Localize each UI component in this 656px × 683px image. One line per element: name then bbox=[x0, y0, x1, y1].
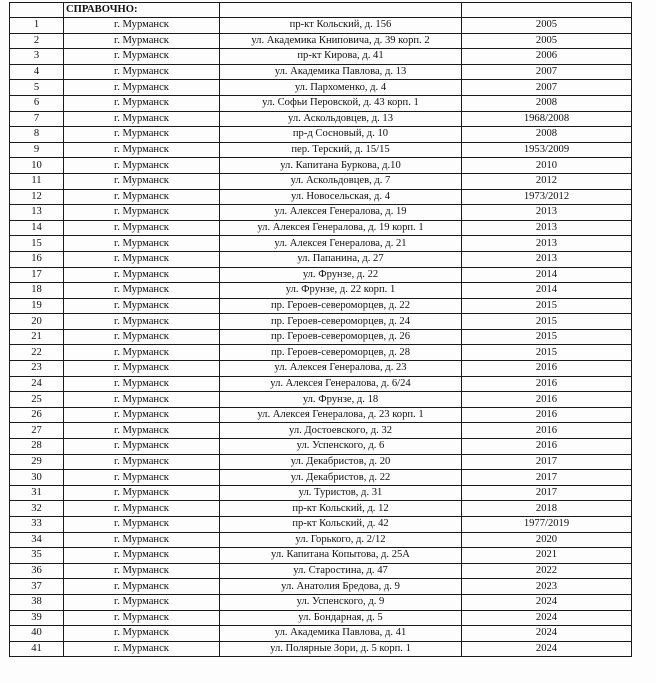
city-cell: г. Мурманск bbox=[64, 579, 220, 595]
row-number: 4 bbox=[10, 64, 64, 80]
city-cell: г. Мурманск bbox=[64, 49, 220, 65]
city-cell: г. Мурманск bbox=[64, 127, 220, 143]
row-number: 26 bbox=[10, 407, 64, 423]
city-cell: г. Мурманск bbox=[64, 173, 220, 189]
row-number: 2 bbox=[10, 33, 64, 49]
row-number: 10 bbox=[10, 158, 64, 174]
year-cell: 2016 bbox=[462, 407, 632, 423]
table-row bbox=[10, 298, 632, 314]
city-cell: г. Мурманск bbox=[64, 283, 220, 299]
city-cell: г. Мурманск bbox=[64, 626, 220, 642]
row-number: 22 bbox=[10, 345, 64, 361]
year-cell: 2014 bbox=[462, 283, 632, 299]
table-row bbox=[10, 127, 632, 143]
building-registry-table bbox=[9, 2, 632, 657]
year-cell: 2016 bbox=[462, 423, 632, 439]
table-row bbox=[10, 329, 632, 345]
row-number: 24 bbox=[10, 376, 64, 392]
address-cell: ул. Софьи Перовской, д. 43 корп. 1 bbox=[220, 95, 462, 111]
year-cell: 2013 bbox=[462, 236, 632, 252]
table-row bbox=[10, 470, 632, 486]
row-number: 33 bbox=[10, 517, 64, 533]
year-cell: 2007 bbox=[462, 64, 632, 80]
year-cell: 2006 bbox=[462, 49, 632, 65]
address-cell: пр. Героев-североморцев, д. 26 bbox=[220, 329, 462, 345]
year-cell: 2015 bbox=[462, 345, 632, 361]
address-cell: ул. Капитана Буркова, д.10 bbox=[220, 158, 462, 174]
city-cell: г. Мурманск bbox=[64, 95, 220, 111]
city-cell: г. Мурманск bbox=[64, 158, 220, 174]
table-row bbox=[10, 314, 632, 330]
address-cell: ул. Старостина, д. 47 bbox=[220, 563, 462, 579]
year-cell: 1977/2019 bbox=[462, 517, 632, 533]
row-number: 36 bbox=[10, 563, 64, 579]
row-number: 3 bbox=[10, 49, 64, 65]
address-cell: ул. Алексея Генералова, д. 21 bbox=[220, 236, 462, 252]
address-cell: ул. Фрунзе, д. 18 bbox=[220, 392, 462, 408]
address-cell: ул. Фрунзе, д. 22 корп. 1 bbox=[220, 283, 462, 299]
row-number: 39 bbox=[10, 610, 64, 626]
address-cell: ул. Аскольдовцев, д. 13 bbox=[220, 111, 462, 127]
table-row bbox=[10, 283, 632, 299]
city-cell: г. Мурманск bbox=[64, 220, 220, 236]
row-number: 18 bbox=[10, 283, 64, 299]
row-number: 11 bbox=[10, 173, 64, 189]
row-number: 25 bbox=[10, 392, 64, 408]
year-cell: 2018 bbox=[462, 501, 632, 517]
address-cell: ул. Декабристов, д. 20 bbox=[220, 454, 462, 470]
address-cell: ул. Бондарная, д. 5 bbox=[220, 610, 462, 626]
city-cell: г. Мурманск bbox=[64, 501, 220, 517]
address-cell: пер. Терский, д. 15/15 bbox=[220, 142, 462, 158]
year-cell: 2023 bbox=[462, 579, 632, 595]
address-cell: пр-д Сосновый, д. 10 bbox=[220, 127, 462, 143]
table-row bbox=[10, 485, 632, 501]
table-row bbox=[10, 142, 632, 158]
row-number: 13 bbox=[10, 205, 64, 221]
year-cell: 2005 bbox=[462, 33, 632, 49]
table-row bbox=[10, 454, 632, 470]
year-cell: 2016 bbox=[462, 376, 632, 392]
row-number: 31 bbox=[10, 485, 64, 501]
table-body bbox=[10, 3, 632, 657]
table-row bbox=[10, 579, 632, 595]
city-cell: г. Мурманск bbox=[64, 610, 220, 626]
city-cell: г. Мурманск bbox=[64, 298, 220, 314]
city-cell: г. Мурманск bbox=[64, 251, 220, 267]
year-cell: 2024 bbox=[462, 594, 632, 610]
table-row bbox=[10, 95, 632, 111]
year-cell: 2017 bbox=[462, 470, 632, 486]
address-cell: ул. Успенского, д. 9 bbox=[220, 594, 462, 610]
year-cell: 2007 bbox=[462, 80, 632, 96]
address-cell: ул. Анатолия Бредова, д. 9 bbox=[220, 579, 462, 595]
table-row bbox=[10, 532, 632, 548]
row-number: 27 bbox=[10, 423, 64, 439]
table-row bbox=[10, 626, 632, 642]
table-row bbox=[10, 501, 632, 517]
table-row bbox=[10, 220, 632, 236]
address-cell: ул. Алексея Генералова, д. 23 корп. 1 bbox=[220, 407, 462, 423]
year-cell: 1968/2008 bbox=[462, 111, 632, 127]
year-cell: 2015 bbox=[462, 314, 632, 330]
address-cell: ул. Туристов, д. 31 bbox=[220, 485, 462, 501]
row-number: 7 bbox=[10, 111, 64, 127]
address-cell: ул. Алексея Генералова, д. 6/24 bbox=[220, 376, 462, 392]
row-number: 15 bbox=[10, 236, 64, 252]
year-cell: 2024 bbox=[462, 610, 632, 626]
city-cell: г. Мурманск bbox=[64, 345, 220, 361]
table-row bbox=[10, 173, 632, 189]
row-number: 32 bbox=[10, 501, 64, 517]
year-cell: 2017 bbox=[462, 485, 632, 501]
row-number: 17 bbox=[10, 267, 64, 283]
address-cell: ул. Капитана Копытова, д. 25А bbox=[220, 548, 462, 564]
city-cell: г. Мурманск bbox=[64, 189, 220, 205]
table-row bbox=[10, 610, 632, 626]
row-number: 38 bbox=[10, 594, 64, 610]
header-cell-empty bbox=[220, 3, 462, 18]
city-cell: г. Мурманск bbox=[64, 33, 220, 49]
table-header-row bbox=[10, 3, 632, 18]
table-row bbox=[10, 251, 632, 267]
row-number: 14 bbox=[10, 220, 64, 236]
table-row bbox=[10, 80, 632, 96]
table-row bbox=[10, 33, 632, 49]
city-cell: г. Мурманск bbox=[64, 470, 220, 486]
address-cell: ул. Фрунзе, д. 22 bbox=[220, 267, 462, 283]
row-number: 37 bbox=[10, 579, 64, 595]
year-cell: 2012 bbox=[462, 173, 632, 189]
address-cell: ул. Декабристов, д. 22 bbox=[220, 470, 462, 486]
year-cell: 2013 bbox=[462, 205, 632, 221]
table-row bbox=[10, 392, 632, 408]
table-row bbox=[10, 236, 632, 252]
year-cell: 2016 bbox=[462, 361, 632, 377]
row-number: 20 bbox=[10, 314, 64, 330]
city-cell: г. Мурманск bbox=[64, 641, 220, 657]
city-cell: г. Мурманск bbox=[64, 454, 220, 470]
table-row bbox=[10, 407, 632, 423]
row-number: 9 bbox=[10, 142, 64, 158]
table-row bbox=[10, 205, 632, 221]
year-cell: 1973/2012 bbox=[462, 189, 632, 205]
table-row bbox=[10, 49, 632, 65]
city-cell: г. Мурманск bbox=[64, 64, 220, 80]
city-cell: г. Мурманск bbox=[64, 236, 220, 252]
table-row bbox=[10, 189, 632, 205]
address-cell: ул. Академика Павлова, д. 13 bbox=[220, 64, 462, 80]
city-cell: г. Мурманск bbox=[64, 517, 220, 533]
city-cell: г. Мурманск bbox=[64, 205, 220, 221]
year-cell: 2015 bbox=[462, 298, 632, 314]
year-cell: 2008 bbox=[462, 127, 632, 143]
table-row bbox=[10, 345, 632, 361]
year-cell: 2024 bbox=[462, 641, 632, 657]
city-cell: г. Мурманск bbox=[64, 361, 220, 377]
address-cell: пр. Героев-североморцев, д. 22 bbox=[220, 298, 462, 314]
table-row bbox=[10, 64, 632, 80]
year-cell: 2008 bbox=[462, 95, 632, 111]
city-cell: г. Мурманск bbox=[64, 423, 220, 439]
address-cell: ул. Новосельская, д. 4 bbox=[220, 189, 462, 205]
table-row bbox=[10, 641, 632, 657]
address-cell: ул. Алексея Генералова, д. 19 корп. 1 bbox=[220, 220, 462, 236]
year-cell: 2015 bbox=[462, 329, 632, 345]
city-cell: г. Мурманск bbox=[64, 142, 220, 158]
row-number: 8 bbox=[10, 127, 64, 143]
year-cell: 1953/2009 bbox=[462, 142, 632, 158]
city-cell: г. Мурманск bbox=[64, 392, 220, 408]
row-number: 35 bbox=[10, 548, 64, 564]
address-cell: ул. Академика Книповича, д. 39 корп. 2 bbox=[220, 33, 462, 49]
city-cell: г. Мурманск bbox=[64, 407, 220, 423]
row-number: 41 bbox=[10, 641, 64, 657]
row-number: 1 bbox=[10, 18, 64, 34]
table-row bbox=[10, 267, 632, 283]
table-row bbox=[10, 361, 632, 377]
address-cell: ул. Успенского, д. 6 bbox=[220, 439, 462, 455]
header-cell-empty bbox=[10, 3, 64, 18]
year-cell: 2005 bbox=[462, 18, 632, 34]
table-row bbox=[10, 439, 632, 455]
year-cell: 2020 bbox=[462, 532, 632, 548]
city-cell: г. Мурманск bbox=[64, 80, 220, 96]
city-cell: г. Мурманск bbox=[64, 485, 220, 501]
header-cell-empty bbox=[462, 3, 632, 18]
year-cell: 2021 bbox=[462, 548, 632, 564]
table-row bbox=[10, 18, 632, 34]
year-cell: 2013 bbox=[462, 220, 632, 236]
table-row bbox=[10, 376, 632, 392]
city-cell: г. Мурманск bbox=[64, 439, 220, 455]
row-number: 12 bbox=[10, 189, 64, 205]
address-cell: ул. Папанина, д. 27 bbox=[220, 251, 462, 267]
year-cell: 2016 bbox=[462, 392, 632, 408]
city-cell: г. Мурманск bbox=[64, 563, 220, 579]
address-cell: ул. Полярные Зори, д. 5 корп. 1 bbox=[220, 641, 462, 657]
address-cell: пр. Героев-североморцев, д. 24 bbox=[220, 314, 462, 330]
row-number: 30 bbox=[10, 470, 64, 486]
address-cell: ул. Академика Павлова, д. 41 bbox=[220, 626, 462, 642]
address-cell: пр-кт Кольский, д. 156 bbox=[220, 18, 462, 34]
year-cell: 2022 bbox=[462, 563, 632, 579]
row-number: 16 bbox=[10, 251, 64, 267]
row-number: 23 bbox=[10, 361, 64, 377]
city-cell: г. Мурманск bbox=[64, 111, 220, 127]
city-cell: г. Мурманск bbox=[64, 532, 220, 548]
row-number: 21 bbox=[10, 329, 64, 345]
row-number: 29 bbox=[10, 454, 64, 470]
address-cell: пр. Героев-североморцев, д. 28 bbox=[220, 345, 462, 361]
address-cell: пр-кт Кирова, д. 41 bbox=[220, 49, 462, 65]
address-cell: ул. Достоевского, д. 32 bbox=[220, 423, 462, 439]
city-cell: г. Мурманск bbox=[64, 267, 220, 283]
year-cell: 2010 bbox=[462, 158, 632, 174]
row-number: 40 bbox=[10, 626, 64, 642]
table-row bbox=[10, 594, 632, 610]
city-cell: г. Мурманск bbox=[64, 548, 220, 564]
city-cell: г. Мурманск bbox=[64, 594, 220, 610]
row-number: 19 bbox=[10, 298, 64, 314]
city-cell: г. Мурманск bbox=[64, 329, 220, 345]
address-cell: ул. Алексея Генералова, д. 23 bbox=[220, 361, 462, 377]
table-row bbox=[10, 111, 632, 127]
address-cell: пр-кт Кольский, д. 42 bbox=[220, 517, 462, 533]
address-cell: ул. Горького, д. 2/12 bbox=[220, 532, 462, 548]
table-row bbox=[10, 563, 632, 579]
address-cell: пр-кт Кольский, д. 12 bbox=[220, 501, 462, 517]
address-cell: ул. Пархоменко, д. 4 bbox=[220, 80, 462, 96]
address-cell: ул. Алексея Генералова, д. 19 bbox=[220, 205, 462, 221]
row-number: 5 bbox=[10, 80, 64, 96]
table-row bbox=[10, 548, 632, 564]
city-cell: г. Мурманск bbox=[64, 18, 220, 34]
year-cell: 2014 bbox=[462, 267, 632, 283]
year-cell: 2017 bbox=[462, 454, 632, 470]
table-row bbox=[10, 517, 632, 533]
year-cell: 2013 bbox=[462, 251, 632, 267]
table-row bbox=[10, 158, 632, 174]
address-cell: ул. Аскольдовцев, д. 7 bbox=[220, 173, 462, 189]
row-number: 28 bbox=[10, 439, 64, 455]
year-cell: 2016 bbox=[462, 439, 632, 455]
table-row bbox=[10, 423, 632, 439]
table-title: СПРАВОЧНО: bbox=[64, 3, 220, 18]
year-cell: 2024 bbox=[462, 626, 632, 642]
row-number: 6 bbox=[10, 95, 64, 111]
city-cell: г. Мурманск bbox=[64, 314, 220, 330]
row-number: 34 bbox=[10, 532, 64, 548]
city-cell: г. Мурманск bbox=[64, 376, 220, 392]
